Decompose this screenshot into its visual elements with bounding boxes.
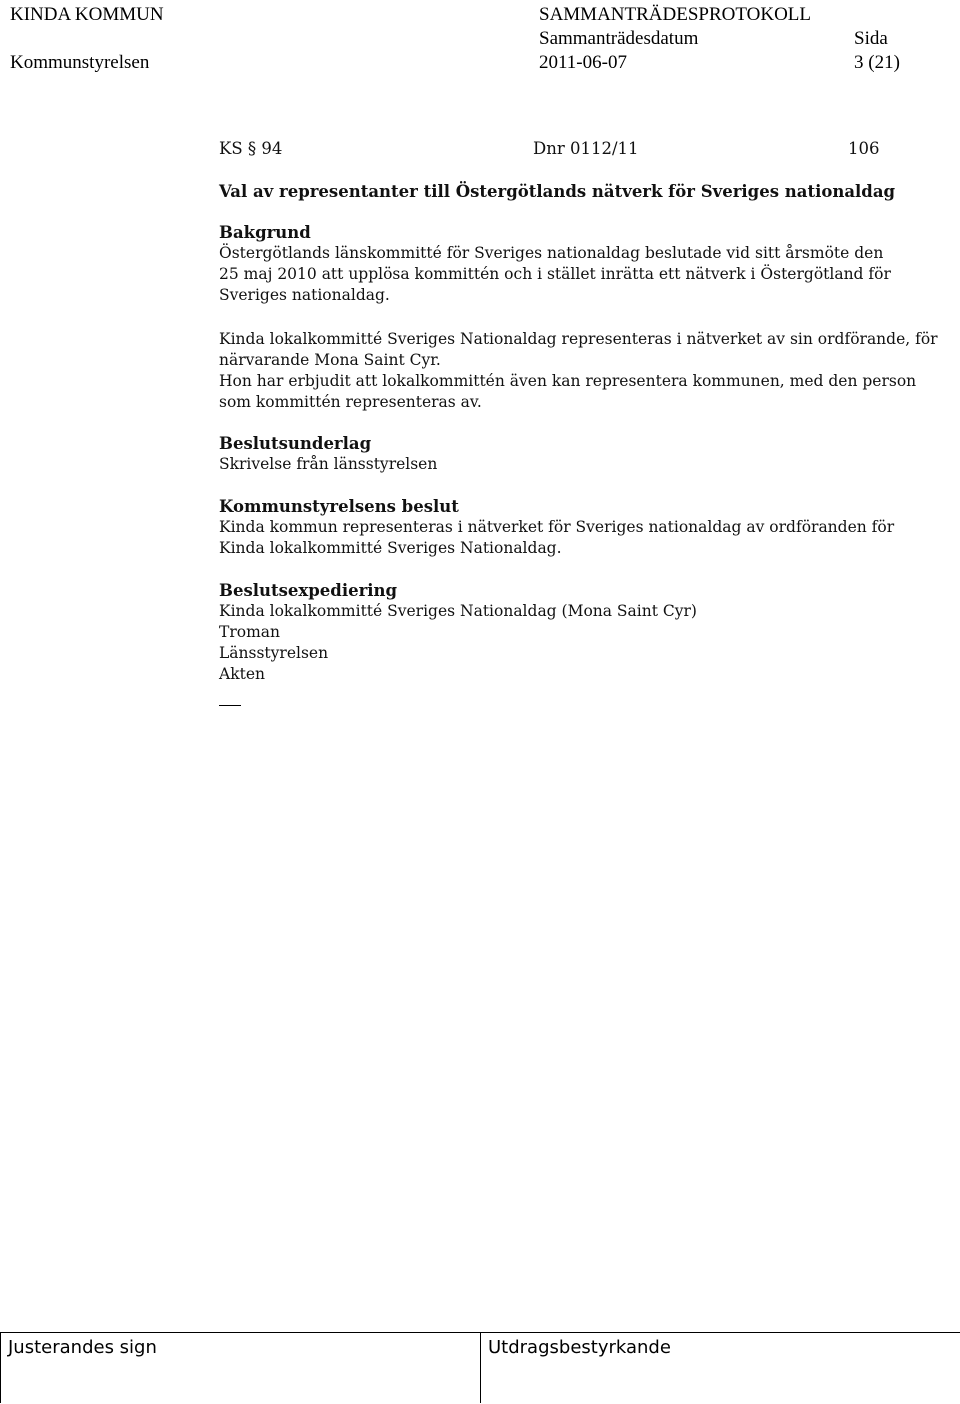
bakgrund-paragraph-1: Östergötlands länskommitté för Sveriges nationaldag beslutade vid sitt årsmöte den 25 maj 2010 att upplösa kommittén och i stället inrätta ett nätverk i Östergötland för Sveriges nationaldag. <box>219 244 891 304</box>
bakgrund-representation <box>219 329 949 413</box>
date-label: Sammanträdesdatum <box>539 28 699 49</box>
underlag-heading: Beslutsunderlag <box>219 434 372 453</box>
protocol-title: SAMMANTRÄDESPROTOKOLL <box>539 4 812 25</box>
expediering-item: Kinda lokalkommitté Sveriges Nationaldag (Mona Saint Cyr) <box>219 602 697 620</box>
bakgrund-section <box>219 222 949 306</box>
bakgrund-paragraph-2: Kinda lokalkommitté Sveriges Nationaldag representeras i nätverket av sin ordförande, för närvarande Mona Saint Cyr. <box>219 330 938 369</box>
utdragsbestyrkande-label: Utdragsbestyrkande <box>488 1337 671 1358</box>
beslut-text: Kinda kommun representeras i nätverket för Sveriges nationaldag av ordföranden för Kinda lokalkommitté Sveriges Nationaldag. <box>219 518 895 557</box>
expediering-heading: Beslutsexpediering <box>219 581 398 600</box>
page-label: Sida <box>854 28 888 49</box>
bakgrund-paragraph-3: Hon har erbjudit att lokalkommittén även kan representera kommunen, med den person som kommittén representeras av. <box>219 372 917 411</box>
body-name: Kommunstyrelsen <box>10 52 150 73</box>
underlag-section <box>219 433 949 475</box>
justerandes-sign-label: Justerandes sign <box>8 1337 157 1358</box>
dnr: Dnr 0112/11 <box>533 139 639 158</box>
expediering-item: Akten <box>219 665 265 683</box>
bakgrund-heading: Bakgrund <box>219 223 311 242</box>
org-name: KINDA KOMMUN <box>10 4 164 25</box>
ks-paragraph: KS § 94 <box>219 139 283 158</box>
expediering-item: Troman <box>219 623 281 641</box>
signature-footer <box>0 1332 960 1402</box>
expediering-item: Länsstyrelsen <box>219 644 329 662</box>
end-dash <box>219 705 241 706</box>
underlag-text: Skrivelse från länsstyrelsen <box>219 455 438 473</box>
page-number: 3 (21) <box>854 52 900 73</box>
utdragsbestyrkande-box <box>480 1332 960 1403</box>
beslut-section <box>219 496 949 559</box>
case-title: Val av representanter till Östergötlands nätverk för Sveriges nationaldag <box>219 182 896 201</box>
beslut-heading: Kommunstyrelsens beslut <box>219 497 459 516</box>
justerandes-sign-box <box>0 1332 481 1403</box>
case-number: 106 <box>848 139 880 158</box>
meeting-date: 2011-06-07 <box>539 52 627 73</box>
expediering-section <box>219 580 949 685</box>
